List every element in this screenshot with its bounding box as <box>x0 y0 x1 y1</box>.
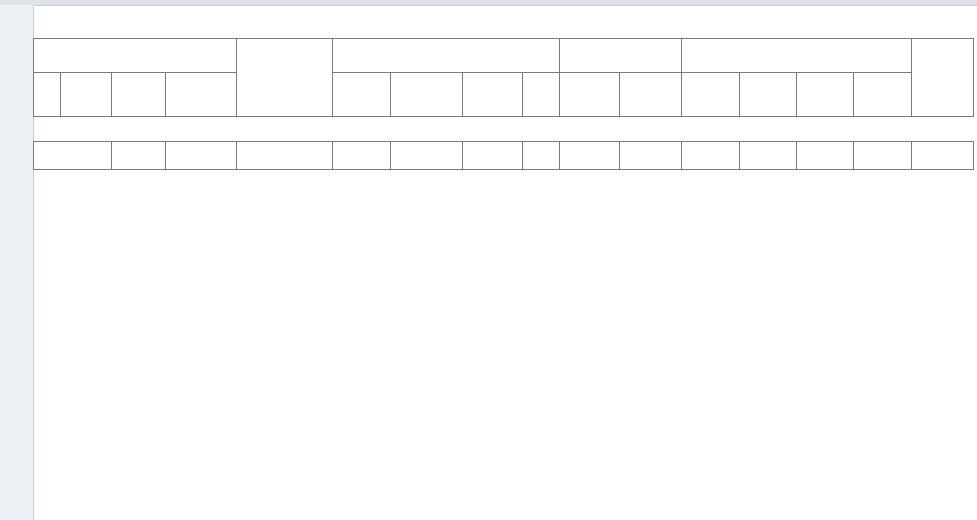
investment-plan-table <box>33 5 974 170</box>
header-bridge-name <box>237 38 333 116</box>
header-county <box>112 72 166 116</box>
total-row <box>34 141 974 169</box>
header-years-group <box>560 38 682 72</box>
header-location-group <box>34 38 237 72</box>
header-remarks <box>912 38 974 116</box>
total-local <box>797 141 854 169</box>
column-index-row <box>34 116 974 141</box>
header-main-content <box>854 72 912 116</box>
header-bridge-plan-group <box>333 38 560 72</box>
header-total-investment <box>682 72 740 116</box>
header-start-year <box>560 72 620 116</box>
header-seq <box>34 72 61 116</box>
header-city <box>61 72 112 116</box>
header-nature <box>333 72 391 116</box>
total-label <box>34 141 112 169</box>
header-local-funds <box>797 72 854 116</box>
header-finish-year <box>620 72 682 116</box>
header-width <box>523 72 560 116</box>
header-provincial-funds <box>740 72 797 116</box>
header-township <box>166 72 237 116</box>
total-provincial <box>740 141 797 169</box>
header-span <box>391 72 463 116</box>
header-length <box>463 72 523 116</box>
header-annual-plan-group <box>682 38 912 72</box>
total-length <box>463 141 523 169</box>
spreadsheet-row-header-bar <box>0 5 34 520</box>
total-investment <box>682 141 740 169</box>
table-title <box>34 5 974 38</box>
